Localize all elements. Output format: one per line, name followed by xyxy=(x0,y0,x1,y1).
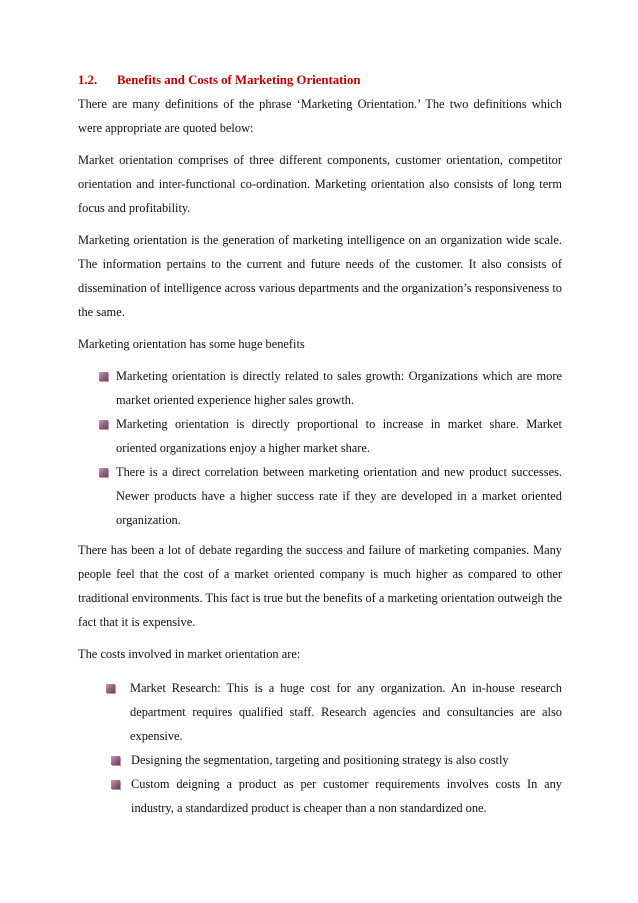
list-item xyxy=(78,772,562,820)
costs-intro: The costs involved in market orientation are: xyxy=(78,647,301,661)
list-item xyxy=(78,364,562,412)
cost-text: Custom deigning a product as per customer requirements involves costs In any industry, a standardized product is cheaper than a non standardized one. xyxy=(131,777,562,815)
list-item xyxy=(78,748,562,772)
intro-paragraph: There are many definitions of the phrase ‘Marketing Orientation.’ The two definitions which were appropriate are quoted below: xyxy=(78,97,562,135)
list-item xyxy=(78,460,562,532)
square-bullet-icon xyxy=(106,684,115,693)
square-bullet-icon xyxy=(111,756,120,765)
list-item xyxy=(78,676,562,748)
document-page xyxy=(78,70,562,826)
debate-paragraph: There has been a lot of debate regarding the success and failure of marketing companies. Many people feel that the cost of a market oriented company is much higher as compared to other traditional environments. This fact is true but the benefits of a marketing orientation outweigh the fact that it is expensive. xyxy=(78,543,562,629)
benefit-text: Marketing orientation is directly proportional to increase in market share. Market oriented organizations enjoy a higher market share. xyxy=(116,417,562,455)
section-number: 1.2. xyxy=(78,73,98,87)
list-item xyxy=(78,412,562,460)
section-heading xyxy=(78,70,562,90)
definition-paragraph-1: Market orientation comprises of three different components, customer orientation, competitor orientation and inter-functional co-ordination. Marketing orientation also consists of long term focus and profitability. xyxy=(78,153,562,215)
square-bullet-icon xyxy=(99,468,108,477)
square-bullet-icon xyxy=(99,372,108,381)
cost-text: Market Research: This is a huge cost for any organization. An in-house research department requires qualified staff. Research agencies and consultancies are also expensive. xyxy=(130,681,562,743)
benefits-list xyxy=(78,364,562,532)
costs-list xyxy=(78,676,562,820)
benefit-text: There is a direct correlation between marketing orientation and new product successes. Newer products have a higher success rate if they are developed in a market oriented organization. xyxy=(116,465,562,527)
square-bullet-icon xyxy=(99,420,108,429)
definition-paragraph-2: Marketing orientation is the generation of marketing intelligence on an organization wide scale. The information pertains to the current and future needs of the customer. It also consists of dissemination of intelligence across various departments and the organization’s responsiveness to the same. xyxy=(78,233,562,319)
cost-text: Designing the segmentation, targeting and positioning strategy is also costly xyxy=(131,753,509,767)
benefit-text: Marketing orientation is directly related to sales growth: Organizations which are more market oriented experience higher sales growth. xyxy=(116,369,562,407)
section-title: Benefits and Costs of Marketing Orientation xyxy=(117,73,361,87)
benefits-intro: Marketing orientation has some huge benefits xyxy=(78,337,305,351)
square-bullet-icon xyxy=(111,780,120,789)
